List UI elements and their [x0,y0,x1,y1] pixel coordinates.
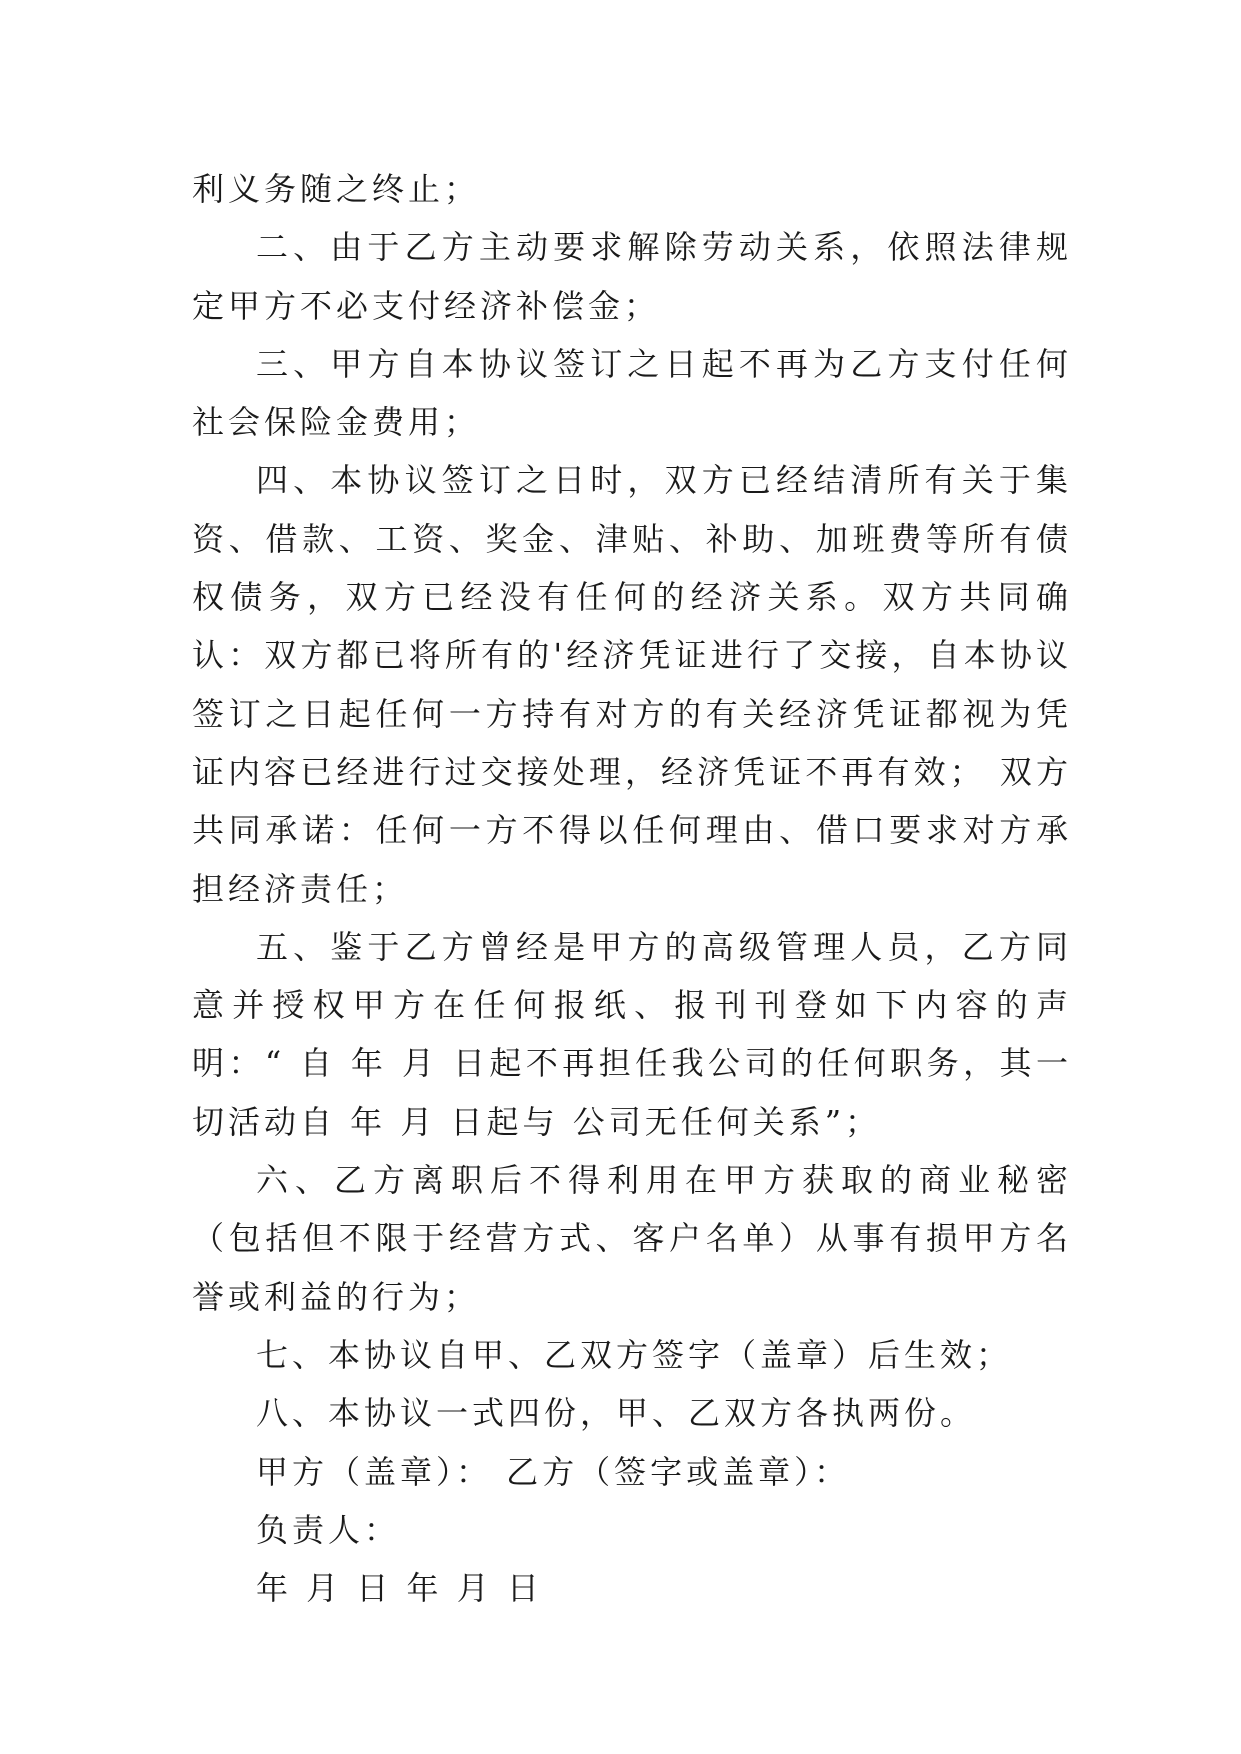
clause-5: 五、鉴于乙方曾经是甲方的高级管理人员，乙方同意并授权甲方在任何报纸、报刊刊登如下内容的声明：“ 自 年 月 日起不再担任我公司的任何职务，其一切活动自 年 月 日起与 公司无任何关系”； [192,927,1072,1141]
paragraph-continuation: 利义务随之终止； [192,170,481,208]
clause-3: 三、甲方自本协议签订之日起不再为乙方支付任何社会保险金费用； [192,344,1072,442]
clause-8: 八、本协议一式四份，甲、乙双方各执两份。 [256,1394,977,1433]
signature-responsible-person: 负责人： [256,1510,401,1549]
document-body [192,160,1072,1617]
signature-dates: 年 月 日 年 月 日 [256,1569,543,1608]
clause-6: 六、乙方离职后不得利用在甲方获取的商业秘密（包括但不限于经营方式、客户名单）从事有损甲方名誉或利益的行为； [192,1161,1072,1316]
signature-parties: 甲方（盖章）： 乙方（签字或盖章）： [256,1452,851,1491]
clause-7: 七、本协议自甲、乙双方签字（盖章）后生效； [256,1335,1013,1374]
clause-2: 二、由于乙方主动要求解除劳动关系，依照法律规定甲方不必支付经济补偿金； [192,228,1072,325]
clause-4: 四、本协议签订之日时，双方已经结清所有关于集资、借款、工资、奖金、津贴、补助、加班费等所有债权债务，双方已经没有任何的经济关系。双方共同确认：双方都已将所有的'经济凭证进行了交接，自本协议签订之日起任何一方持有对方的有关经济凭证都视为凭证内容已经进行过交接处理，经济凭证不再有效； 双方共同承诺：任何一方不得以任何理由、借口要求对方承担经济责任； [192,461,1072,908]
